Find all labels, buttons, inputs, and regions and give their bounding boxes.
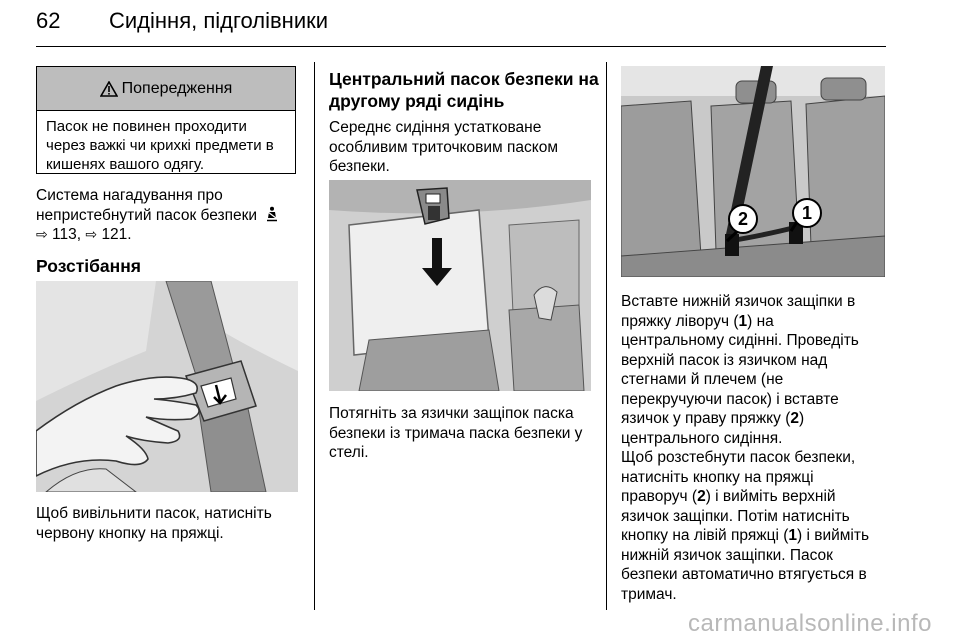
warning-line: кишенях вашого одягу.	[46, 156, 205, 173]
heading-line: Центральний пасок безпеки на	[329, 69, 599, 89]
warning-body	[37, 111, 295, 174]
text-line: Щоб вивільнити пасок, натисніть	[36, 505, 272, 522]
column-divider-2	[606, 62, 607, 610]
text-line: перекручуючи пасок) і вставте	[621, 390, 839, 408]
page-ref-arrow-icon: ⇨	[85, 226, 98, 242]
airbag-reminder-text	[36, 186, 306, 245]
warning-triangle-icon	[100, 81, 118, 97]
text-line: Потягніть за язички защіпок паска	[329, 405, 574, 422]
unfasten-caption	[36, 504, 306, 543]
header-rule	[36, 46, 886, 47]
watermark: carmanualsonline.info	[688, 610, 932, 637]
text-line: стелі.	[329, 444, 369, 461]
warning-title: Попередження	[121, 79, 233, 97]
warning-line: через важкі чи крихкі предмети в	[46, 137, 274, 154]
text-line: верхній пасок із язичком над	[621, 351, 828, 369]
text-line: центрального сидіння.	[621, 429, 783, 447]
callout-badge-2: 2	[728, 204, 758, 234]
page-number: 62	[36, 8, 61, 33]
text-line: червону кнопку на пряжці.	[36, 524, 224, 542]
callout-badge-1: 1	[792, 198, 822, 228]
text-line: безпеки автоматично втягується в	[621, 566, 867, 583]
column-divider-1	[314, 62, 315, 610]
section-heading-unfasten: Розстібання	[36, 256, 142, 276]
text-line: тримач.	[621, 585, 677, 603]
warning-header	[37, 67, 295, 111]
section-heading-center-belt	[329, 68, 599, 112]
unfasten-instructions	[621, 448, 891, 604]
warning-line: Пасок не повинен проходити	[46, 118, 247, 135]
text-line: пряжку ліворуч (1) на	[621, 312, 774, 330]
text-line: особливим триточковим паском	[329, 138, 558, 156]
roof-belt-holder-illustration	[329, 180, 591, 391]
text-line: язичок у праву пряжку (2)	[621, 410, 805, 427]
page-ref-link[interactable]: 121.	[101, 226, 132, 243]
text-line: центральному сидінні. Проведіть	[621, 332, 859, 349]
text-line: безпеки із тримача паска безпеки у	[329, 424, 583, 442]
text-line: Середнє сидіння устатковане	[329, 119, 542, 136]
page-title: Сидіння, підголівники	[109, 8, 329, 33]
text-line: Щоб розстебнути пасок безпеки,	[621, 449, 856, 466]
text-segment: непристебнутий пасок безпеки	[36, 206, 258, 224]
buckle-release-illustration	[36, 281, 298, 492]
text-line: натисніть кнопку на пряжці	[621, 468, 814, 486]
center-belt-intro	[329, 118, 599, 177]
rear-seats-buckles-illustration	[621, 66, 885, 277]
page-ref-arrow-icon: ⇨	[36, 226, 48, 242]
seatbelt-reminder-icon	[264, 206, 280, 222]
text-line: стегнами й плечем (не	[621, 371, 784, 388]
fasten-instructions	[621, 292, 891, 448]
text-line: праворуч (2) і вийміть верхній	[621, 488, 836, 505]
text-line: кнопку на лівій пряжці (1) і вийміть	[621, 527, 870, 544]
text-line: безпеки.	[329, 158, 390, 175]
heading-line: другому ряді сидінь	[329, 91, 505, 111]
page-references	[36, 225, 306, 245]
text-line: нижній язичок защіпки. Пасок	[621, 546, 833, 564]
text-line: Система нагадування про	[36, 187, 223, 204]
text-line	[36, 206, 306, 226]
roof-holder-caption	[329, 404, 603, 463]
warning-box	[36, 66, 296, 174]
text-line: язичок защіпки. Потім натисніть	[621, 507, 850, 525]
page-ref-link[interactable]: 113,	[52, 226, 82, 243]
text-line: Вставте нижній язичок защіпки в	[621, 293, 856, 310]
